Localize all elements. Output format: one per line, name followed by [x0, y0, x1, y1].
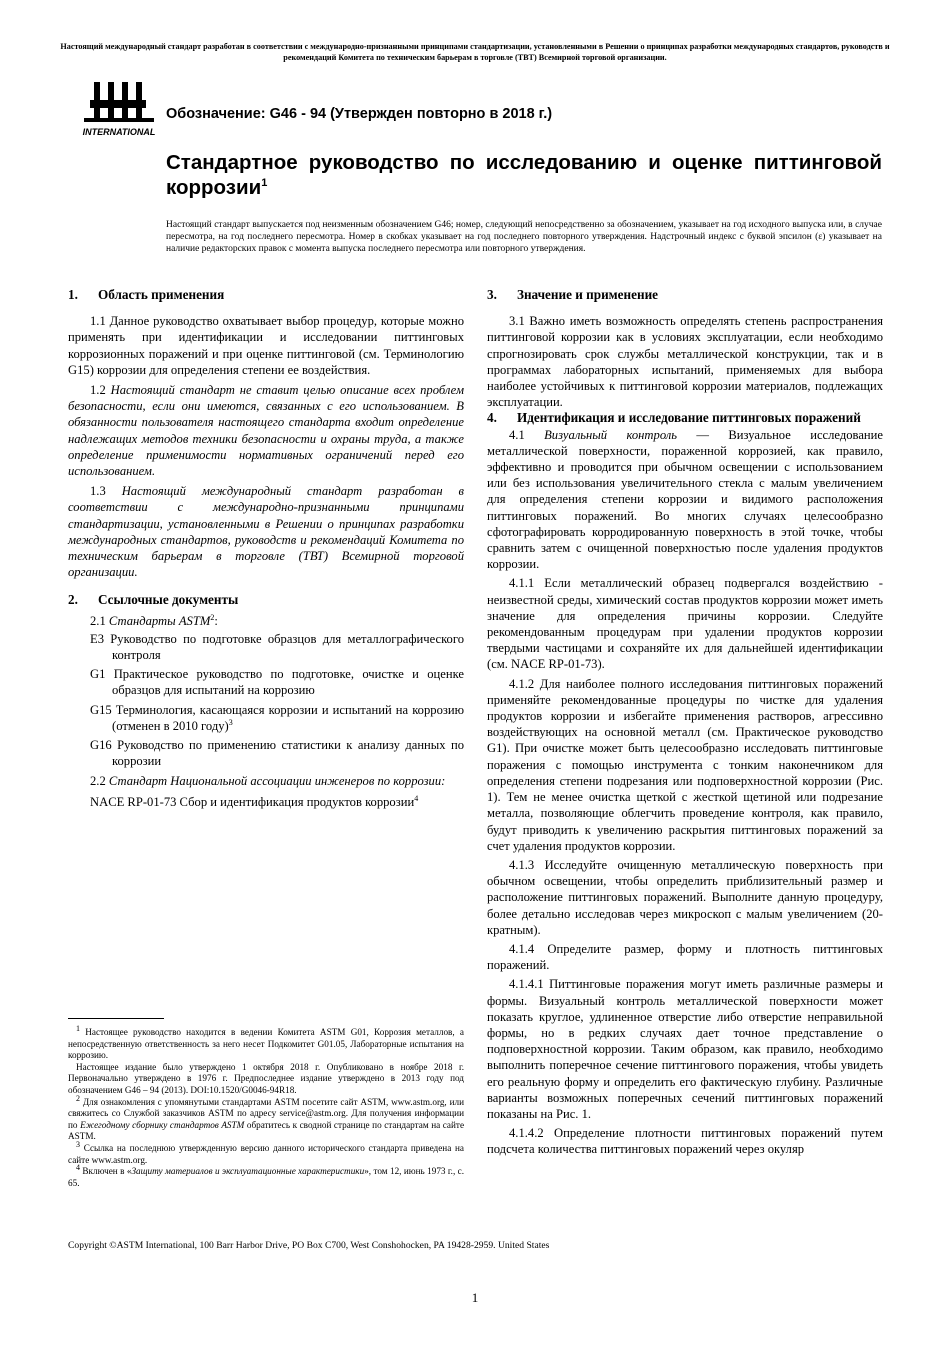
- section-4-heading: 4. Идентификация и исследование питтинговых поражений: [487, 410, 861, 426]
- para-2-1: 2.1 Стандарты ASTM$^2$:: [90, 612, 218, 628]
- astm-logo: [78, 78, 160, 144]
- para-4-1-2: 4.1.2 Для наиболее полного исследования питтинговых поражений применяйте рекомендованные процедуры по чистке для удаления продуктов коррозии и избегайте применения растворов, агрессивно воздействующих на основной металл (см. Практическое руководство G1). При очистке может быть целесообразно исследовать питтинговые поражения с помощью инструмента с тонким наконечником для определения степени подрезания или подповерхностной коррозии (Рис. 1). Тем не менее очистка щеткой с жесткой щетиной или подрезание металла, позволяющие облегчить проведение контроля, как правило, будут приводить к увеличению раскрытия питтинговых поражений за счет удаления продуктов коррозии.: [487, 676, 883, 853]
- footnotes: [68, 1023, 465, 1189]
- reference-item: G1 Практическое руководство по подготовке, очистке и оценке образцов для испытаний на коррозию: [90, 667, 464, 698]
- reference-item: E3 Руководство по подготовке образцов для металлографического контроля: [90, 631, 464, 663]
- page-number: 1: [471, 1290, 479, 1305]
- reference-item: G15 Терминология, касающаяся коррозии и испытаний на коррозию (отменен в 2010 году)$^3$: [90, 702, 464, 733]
- right-column: [487, 287, 883, 1158]
- footnote-4: $^4$ Включен в «Защиту материалов и эксплуатационные характеристики», том 12, июнь 1973 г., с. 65.: [68, 1163, 465, 1188]
- footnote-divider: [68, 1018, 164, 1019]
- para-3-1: 3.1 Важно иметь возможность определять степень распространения питтинговой коррозии как в условиях эксплуатации, если необходимо спрогнозировать срок службы металлической конструкции, так и в программах лабораторных испытаний, применяемых для выбора наиболее устойчивых к питтинговой коррозии материалов, подлежащих эксплуатации.: [487, 314, 883, 410]
- para-4-1-1: 4.1.1 Если металлический образец подвергался воздействию - неизвестной среды, химический состав продуктов коррозии может иметь значение для определения причины коррозии. Следуйте рекомендованным процедурам при удалении продуктов коррозии твердыми частицами и сохраняйте их для дальнейшей идентификации (см. NACE RP-01-73).: [487, 576, 883, 672]
- reference-list: [68, 631, 464, 770]
- footnote-1b: Настоящее издание было утверждено 1 октября 2018 г. Опубликовано в ноябре 2018 г. Первоначально утверждено в 1976 г. Предпоследнее издание утверждено в 2013 году под обозначением G46 – 94 (2013). DOI:10.1520/G0046-94R18.: [68, 1061, 464, 1095]
- reference-item: G16 Руководство по применению статистики к анализу данных по коррозии: [90, 738, 464, 769]
- document-title: [166, 150, 882, 200]
- intro-paragraph: Настоящий стандарт выпускается под неизменным обозначением G46; номер, следующий непосредственно за обозначением, указывает на год исходного выпуска или, в случае пересмотра, на год последнего пересмотра. Номер в скобках указывает на год последнего повторного утверждения. Надстрочный индекс с буквой эпсилон (ε) указывает на наличие редакторских правок с момента выпуска последнего пересмотра или повторного утверждения.: [166, 220, 882, 254]
- title-text: Стандартное руководство по исследованию и оценке питтинговой коррозии: [166, 151, 882, 199]
- left-column: [68, 287, 464, 810]
- para-4-1-3: 4.1.3 Исследуйте очищенную металлическую поверхность при обычном освещении, чтобы определить приблизительный размер и расположение питтинговых поражений. Выполните данную процедуру, более детально исследовав через микроскоп с малым увеличением (20-кратным).: [487, 857, 883, 937]
- designation: Обозначение: G46 - 94 (Утвержден повторно в 2018 г.): [166, 106, 553, 122]
- para-4-1-4-2: 4.1.4.2 Определение плотности питтинговых поражений путем подсчета количества питтинговых поражений через окуляр: [487, 1126, 883, 1157]
- para-2-2: 2.2 Стандарт Национальной ассоциации инженеров по коррозии:: [90, 774, 446, 789]
- para-1-3: 1.3 Настоящий международный стандарт разработан в соответствии с международно-признанными принципами стандартизации, установленными в Решении о принципах разработки международных стандартов, руководств и рекомендаций Комитета по техническим барьерам в торговле (ТВТ) Всемирной торговой организации.: [68, 484, 464, 580]
- section-2-heading: 2. Ссылочные документы: [68, 592, 239, 608]
- footnote-2: $^2$ Для ознакомления с упомянутыми стандартами ASTM посетите сайт ASTM, www.astm.org, или свяжитесь со Службой заказчиков ASTM по адресу service@astm.org. Для получения информации по Ежегодному сборнику стандартов ASTM обратитесь к сводной странице по стандартам на сайте ASTM.: [68, 1093, 465, 1142]
- nace-reference: NACE RP-01-73 Сбор и идентификация продуктов коррозии$^4$: [90, 793, 419, 809]
- footnote-1: $^1$ Настоящее руководство находится в ведении Комитета ASTM G01, Коррозия металлов, а непосредственную ответственность за него несет Подкомитет G01.05, Лабораторные испытания на коррозию.: [68, 1023, 465, 1061]
- para-1-1: 1.1 Данное руководство охватывает выбор процедур, которые можно применять при идентификации и исследовании питтинговых коррозионных поражений и при оценке питтинговой (см. Терминологию G15) коррозии для определения степени ее воздействия.: [68, 314, 464, 377]
- title-footnote-ref: 1: [261, 177, 268, 190]
- para-4-1: 4.1 Визуальный контроль — Визуальное исследование металлической поверхности, пораженной коррозией, как правило, эффективно и проводится при обычном освещении с использованием или без использования увеличительного стекла с малым увеличением для определения степени коррозии и видимого расположения питтинговых поражений. Во многих случаях целесообразно сфотографировать корродированную поверхность в этой точке, чтобы сравнить затем с очищенной поверхностью после удаления продуктов коррозии.: [487, 427, 883, 572]
- footnote-3: $^3$ Ссылка на последнюю утвержденную версию данного исторического стандарта приведена на сайте www.astm.org.: [68, 1139, 464, 1165]
- para-4-1-4: 4.1.4 Определите размер, форму и плотность питтинговых поражений.: [487, 941, 883, 973]
- section-3-heading: 3. Значение и применение: [487, 287, 659, 302]
- para-4-1-4-1: 4.1.4.1 Питтинговые поражения могут иметь различные размеры и формы. Визуальный контроль металлической поверхности может показать круглое, удлиненное отверстие либо отверстие неправильной формы, но в редких случаях дает точное представление о подповерхностной коррозии. Таким образом, как правило, необходимо выполнить поперечное сечение питтингового поражения, чтобы увидеть его реальную форму и определить его фактическую глубину. Различные варианты возможных поперечных сечений питтинговых поражений показаны на Рис. 1.: [487, 977, 883, 1121]
- section-1-heading: 1. Область применения: [68, 287, 225, 302]
- para-1-2: 1.2 Настоящий стандарт не ставит целью описание всех проблем безопасности, если они имеются, связанных с его использованием. В обязанности пользователя настоящего стандарта входит определение надлежащих методов техники безопасности и охраны труда, а также определение применимости нормативных ограничений перед его использованием.: [68, 383, 464, 479]
- copyright: Copyright ©ASTM International, 100 Barr Harbor Drive, PO Box C700, West Conshohocken, PA 19428-2959. United States: [68, 1240, 550, 1251]
- logo-subtext: INTERNATIONAL: [82, 127, 156, 137]
- header-notice: Настоящий международный стандарт разработан в соответствии с международно-признанными принципами стандартизации, установленными в Решении о принципах разработки международных стандартов, руководств и рекомендаций Комитета по техническим барьерам в торговле (ТВТ) Всемирной торговой организации.: [60, 42, 890, 62]
